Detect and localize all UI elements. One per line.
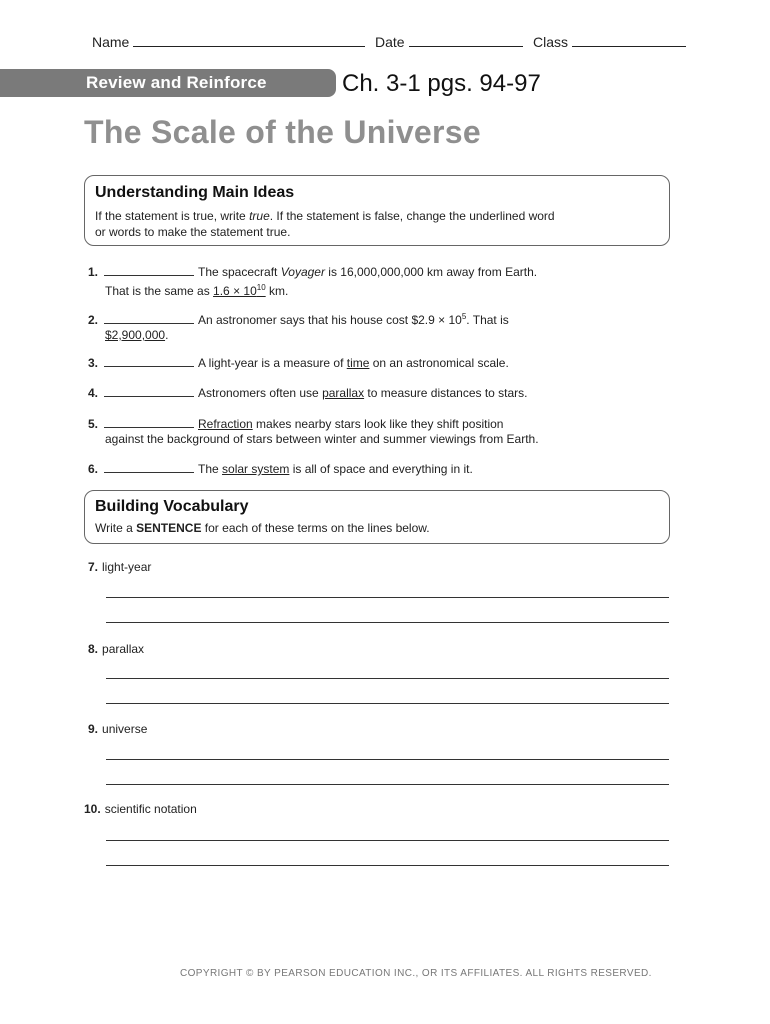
class-blank[interactable] [572, 32, 686, 47]
answer-blank[interactable] [104, 385, 194, 397]
question-number: 4. [88, 386, 99, 400]
instr-text-3: or words to make the statement true. [95, 225, 291, 239]
vocab-item-8 [88, 642, 144, 656]
underlined-term: solar system [222, 462, 290, 476]
writing-line[interactable] [106, 784, 669, 785]
answer-blank[interactable] [104, 355, 194, 367]
underlined-term: $2,900,000 [105, 328, 166, 342]
question-text: on an astronomical scale. [369, 356, 509, 370]
question-text: That is the same as [105, 284, 214, 298]
class-label: Class [533, 34, 569, 50]
question-text: An astronomer says that his house cost $2.9 × 10 [198, 313, 462, 327]
writing-line[interactable] [106, 759, 669, 760]
vocab-item-9 [88, 722, 147, 736]
vocab-term: parallax [102, 642, 145, 656]
question-text: to measure distances to stars. [364, 386, 528, 400]
vocab-term: universe [102, 722, 148, 736]
instr-text-1: If the statement is true, write [95, 209, 250, 223]
question-number: 5. [88, 417, 99, 431]
question-text: against the background of stars between winter and summer viewings from Earth. [105, 432, 539, 446]
question-text: Astronomers often use [198, 386, 323, 400]
instr-bold: SENTENCE [136, 521, 202, 535]
question-text: The spacecraft [198, 265, 281, 279]
writing-line[interactable] [106, 865, 669, 866]
question-5 [88, 416, 668, 447]
answer-blank[interactable] [104, 264, 194, 276]
vocabulary-box [84, 490, 670, 544]
underlined-term: Refraction [198, 417, 253, 431]
question-text: is 16,000,000,000 km away from Earth. [324, 265, 538, 279]
vocab-term: light-year [102, 560, 152, 574]
question-6 [88, 461, 668, 477]
underlined-term: parallax [322, 386, 365, 400]
main-ideas-box [84, 175, 670, 246]
main-ideas-instructions [95, 208, 659, 240]
question-text: . That is [466, 313, 509, 327]
question-number: 2. [88, 313, 99, 327]
question-text: The [198, 462, 223, 476]
vocab-number: 9. [88, 722, 99, 736]
question-text: is all of space and everything in it. [289, 462, 473, 476]
answer-blank[interactable] [104, 461, 194, 473]
question-1 [88, 264, 668, 299]
page-title: The Scale of the Universe [84, 114, 481, 150]
underlined-term: $1.6 \times 10^{10}$ [213, 283, 266, 298]
copyright-notice: COPYRIGHT © BY PEARSON EDUCATION INC., OR ITS AFFILIATES. ALL RIGHTS RESERVED. [180, 968, 652, 979]
question-3 [88, 355, 668, 371]
vocab-term: scientific notation [104, 802, 197, 816]
writing-line[interactable] [106, 597, 669, 598]
vocab-item-7 [88, 560, 151, 574]
question-4 [88, 385, 668, 401]
question-text: . [165, 328, 169, 342]
vocabulary-instructions [95, 520, 659, 536]
main-ideas-heading: Understanding Main Ideas [95, 184, 295, 201]
writing-line[interactable] [106, 703, 669, 704]
writing-line[interactable] [106, 840, 669, 841]
answer-blank[interactable] [104, 416, 194, 428]
instr-text: for each of these terms on the lines below. [201, 521, 430, 535]
question-text: makes nearby stars look like they shift position [252, 417, 504, 431]
underlined-term: time [346, 356, 370, 370]
question-text: km. [265, 284, 289, 298]
instr-text-2: . If the statement is false, change the underlined word [269, 209, 555, 223]
superscript: 5 [461, 312, 467, 321]
question-italic: Voyager [280, 265, 325, 279]
vocab-number: 10. [84, 802, 101, 816]
vocab-item-10 [84, 802, 197, 816]
instr-italic: true [249, 209, 270, 223]
name-label: Name [92, 34, 130, 50]
writing-line[interactable] [106, 678, 669, 679]
instr-text: Write a [95, 521, 137, 535]
name-line [92, 32, 365, 50]
class-line [533, 32, 686, 50]
date-label: Date [375, 34, 405, 50]
writing-line[interactable] [106, 622, 669, 623]
vocab-number: 8. [88, 642, 99, 656]
question-number: 6. [88, 462, 99, 476]
question-2 [88, 309, 668, 343]
question-number: 3. [88, 356, 99, 370]
date-blank[interactable] [409, 32, 523, 47]
question-number: 1. [88, 265, 99, 279]
date-line [375, 32, 523, 50]
vocab-number: 7. [88, 560, 99, 574]
question-text: A light-year is a measure of [198, 356, 347, 370]
vocabulary-heading: Building Vocabulary [95, 498, 249, 515]
name-blank[interactable] [133, 32, 365, 47]
chapter-reference: Ch. 3-1 pgs. 94-97 [342, 70, 541, 97]
answer-blank[interactable] [104, 312, 194, 324]
banner-label: Review and Reinforce [86, 73, 267, 92]
